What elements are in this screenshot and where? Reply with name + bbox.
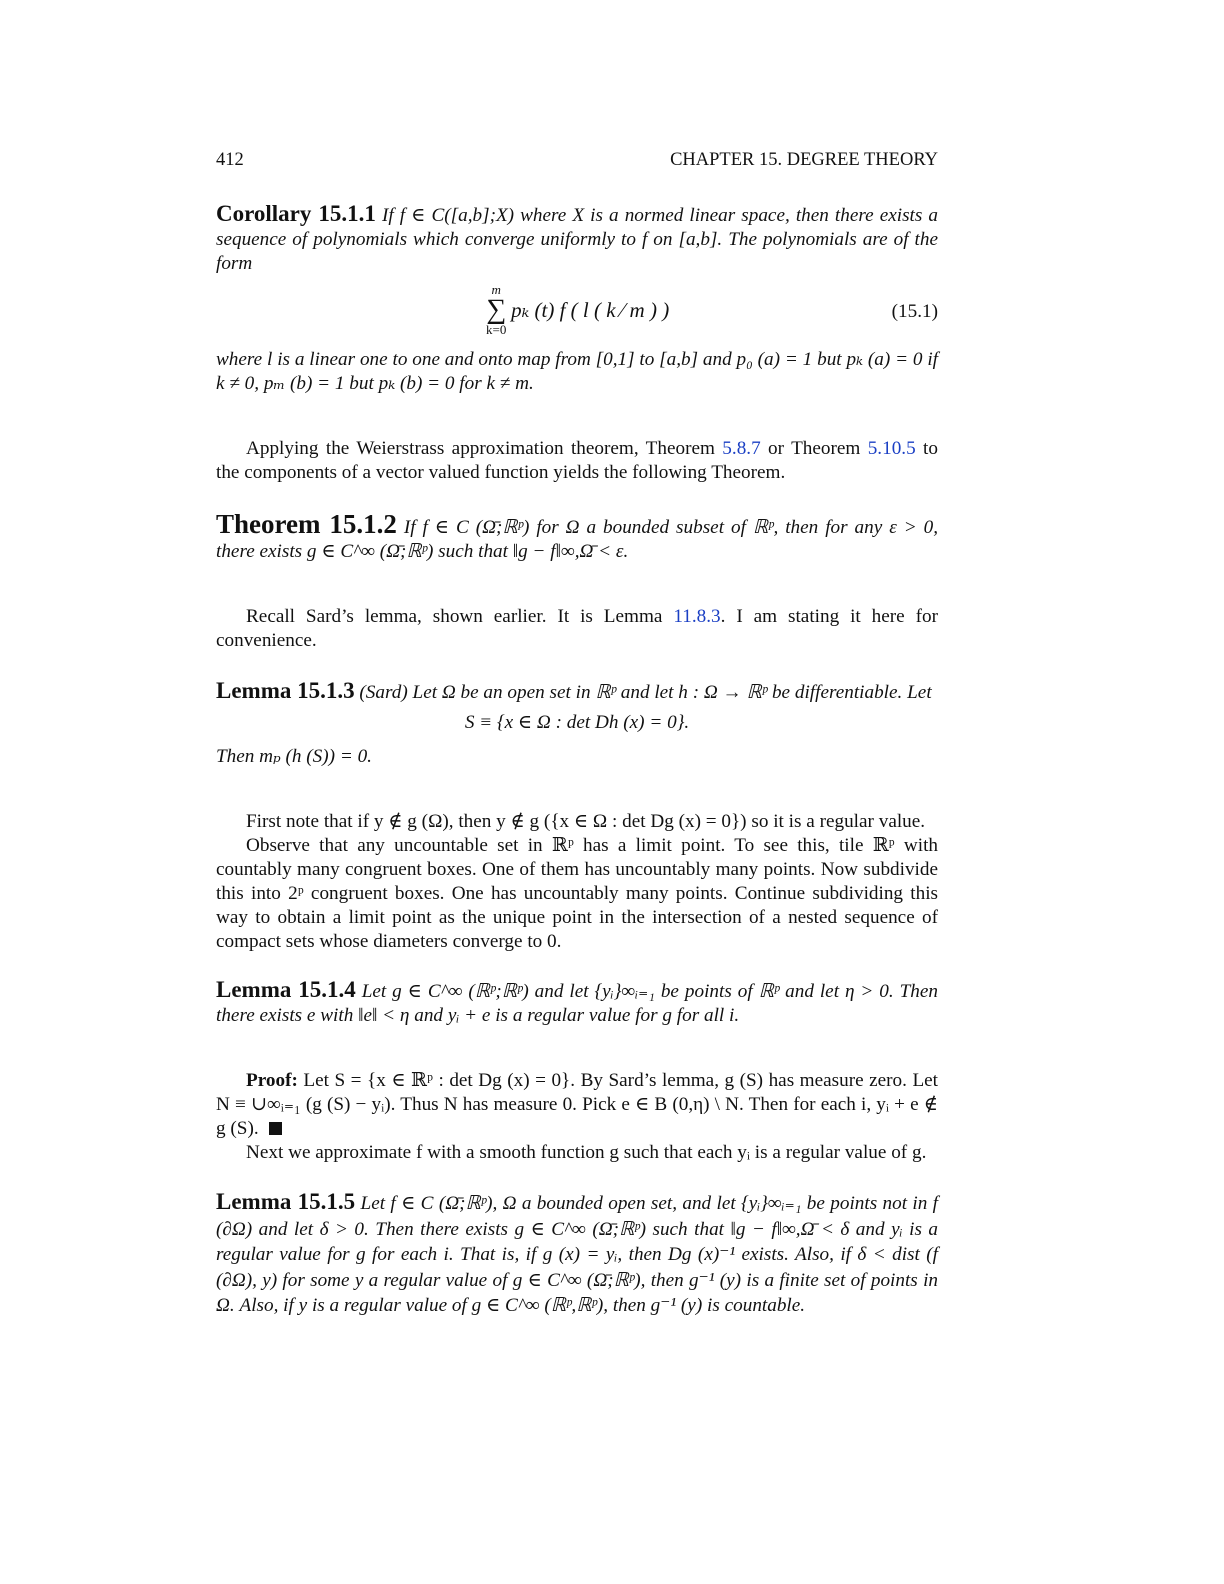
formula-body: pₖ (t) f ( l ( k ⁄ m ) ) — [511, 298, 670, 322]
link-theorem-5-10-5[interactable]: 5.10.5 — [867, 438, 916, 459]
equation-formula — [486, 282, 669, 338]
note-paragraph: First note that if y ∉ g (Ω), then y ∉ g ({x ∈ Ω : det Dg (x) = 0}) so it is a regular value. — [246, 811, 926, 832]
sard-text-post: . I am stating it here for convenience. — [216, 606, 938, 651]
formula-sum-block — [486, 282, 506, 338]
corollary-condition: where l is a linear one to one and onto map from [0,1] to [a,b] and p₀ (a) = 1 but pₖ (a) = 0 if k ≠ 0, pₘ (b) = 1 but pₖ (b) = 0 for k ≠ m. — [216, 349, 938, 394]
weierstrass-paragraph — [216, 437, 938, 485]
lemma-3-display: S ≡ {x ∈ Ω : det Dh (x) = 0}. — [464, 712, 690, 733]
lemma-5-text: Let f ∈ C (Ω̄;ℝᵖ), Ω a bounded open set, and let {yᵢ}∞ᵢ₌₁ be points not in f (∂Ω) and let δ > 0. Then there exists g ∈ C^∞ (Ω̄;ℝᵖ) such that ‖g − f‖∞,Ω̄ < δ and yᵢ is a regular value for g for each i. That is, if g (x) = yᵢ, then Dg (x)⁻¹ exists. Also, if δ < dist (f (∂Ω), y) for some y a regular value of g ∈ C^∞ (Ω̄;ℝᵖ), then g⁻¹ (y) is a finite set of points in Ω. Also, if y is a regular value of g ∈ C^∞ (ℝᵖ,ℝᵖ), then g⁻¹ (y) is countable. — [216, 1193, 939, 1316]
weierstrass-text-post: to the components of a vector valued function yields the following Theorem. — [216, 438, 938, 483]
proof-label: Proof: — [246, 1070, 298, 1091]
corollary-15-1-1 — [216, 202, 938, 276]
theorem-text: If f ∈ C (Ω̄;ℝᵖ) for Ω a bounded subset of ℝᵖ, then for any ε > 0, there exists g ∈ C^∞ (Ω̄;ℝᵖ) such that ‖g − f‖∞,Ω̄ < ε. — [216, 517, 939, 562]
sard-text-pre: Recall Sard’s lemma, shown earlier. It is Lemma — [246, 606, 674, 627]
formula-sum-bottom: k=0 — [486, 322, 507, 337]
sard-paragraph — [216, 605, 938, 653]
proof-paragraph — [216, 1069, 938, 1141]
corollary-title: Corollary 15.1.1 — [216, 201, 376, 226]
qed-icon — [269, 1122, 282, 1135]
weierstrass-text-mid: or Theorem — [760, 438, 868, 459]
equation-15-1 — [216, 280, 938, 344]
observe-paragraph: Observe that any uncountable set in ℝᵖ has a limit point. To see this, tile ℝᵖ with countably many congruent boxes. One of them has uncountably many points. Now subdivide this into 2ᵖ congruent boxes. One has uncountably many points. Continue subdividing this way to obtain a limit point as the unique point in the intersection of a nested sequence of compact sets whose diameters converge to 0. — [216, 835, 938, 952]
theorem-15-1-2 — [216, 509, 939, 564]
running-header — [216, 148, 938, 172]
weierstrass-text-pre: Applying the Weierstrass approximation theorem, Theorem — [246, 438, 723, 459]
equation-number: (15.1) — [891, 301, 938, 322]
lemma-5-title: Lemma 15.1.5 — [216, 1189, 356, 1214]
link-lemma-11-8-3[interactable]: 11.8.3 — [673, 606, 721, 627]
page-number: 412 — [216, 150, 244, 170]
lemma-4-title: Lemma 15.1.4 — [216, 977, 356, 1002]
chapter-title: CHAPTER 15. DEGREE THEORY — [670, 150, 938, 170]
page-content — [216, 202, 938, 1319]
next-paragraph: Next we approximate f with a smooth function g such that each yᵢ is a regular value of g. — [246, 1142, 927, 1163]
lemma-15-1-3 — [216, 679, 938, 705]
theorem-title: Theorem 15.1.2 — [216, 509, 397, 539]
lemma-3-conclusion: Then mₚ (h (S)) = 0. — [216, 746, 372, 767]
corollary-text: If f ∈ C([a,b];X) where X is a normed linear space, then there exists a sequence of polynomials which converge uniformly to f on [a,b]. The polynomials are of the form — [216, 205, 939, 274]
lemma-3-title: Lemma 15.1.3 — [216, 678, 355, 703]
lemma-3-text: (Sard) Let Ω be an open set in ℝᵖ and let h : Ω → ℝᵖ be differentiable. Let — [359, 682, 932, 703]
lemma-4-text: Let g ∈ C^∞ (ℝᵖ;ℝᵖ) and let {yᵢ}∞ᵢ₌₁ be points of ℝᵖ and let η > 0. Then there exists e with ‖e‖ < η and yᵢ + e is a regular value for g for all i. — [216, 981, 938, 1026]
formula-sum-top: m — [491, 282, 501, 297]
lemma-15-1-4 — [216, 978, 938, 1028]
lemma-15-1-5 — [216, 1189, 938, 1319]
formula-sum-symbol: ∑ — [486, 294, 507, 325]
link-theorem-5-8-7[interactable]: 5.8.7 — [722, 438, 761, 459]
proof-text: Let S = {x ∈ ℝᵖ : det Dg (x) = 0}. By Sard’s lemma, g (S) has measure zero. Let N ≡ ∪∞ᵢ₌₁ (g (S) − yᵢ). Thus N has measure 0. Pick e ∈ B (0,η) \ N. Then for each i, yᵢ + e ∉ g (S). — [216, 1070, 939, 1139]
